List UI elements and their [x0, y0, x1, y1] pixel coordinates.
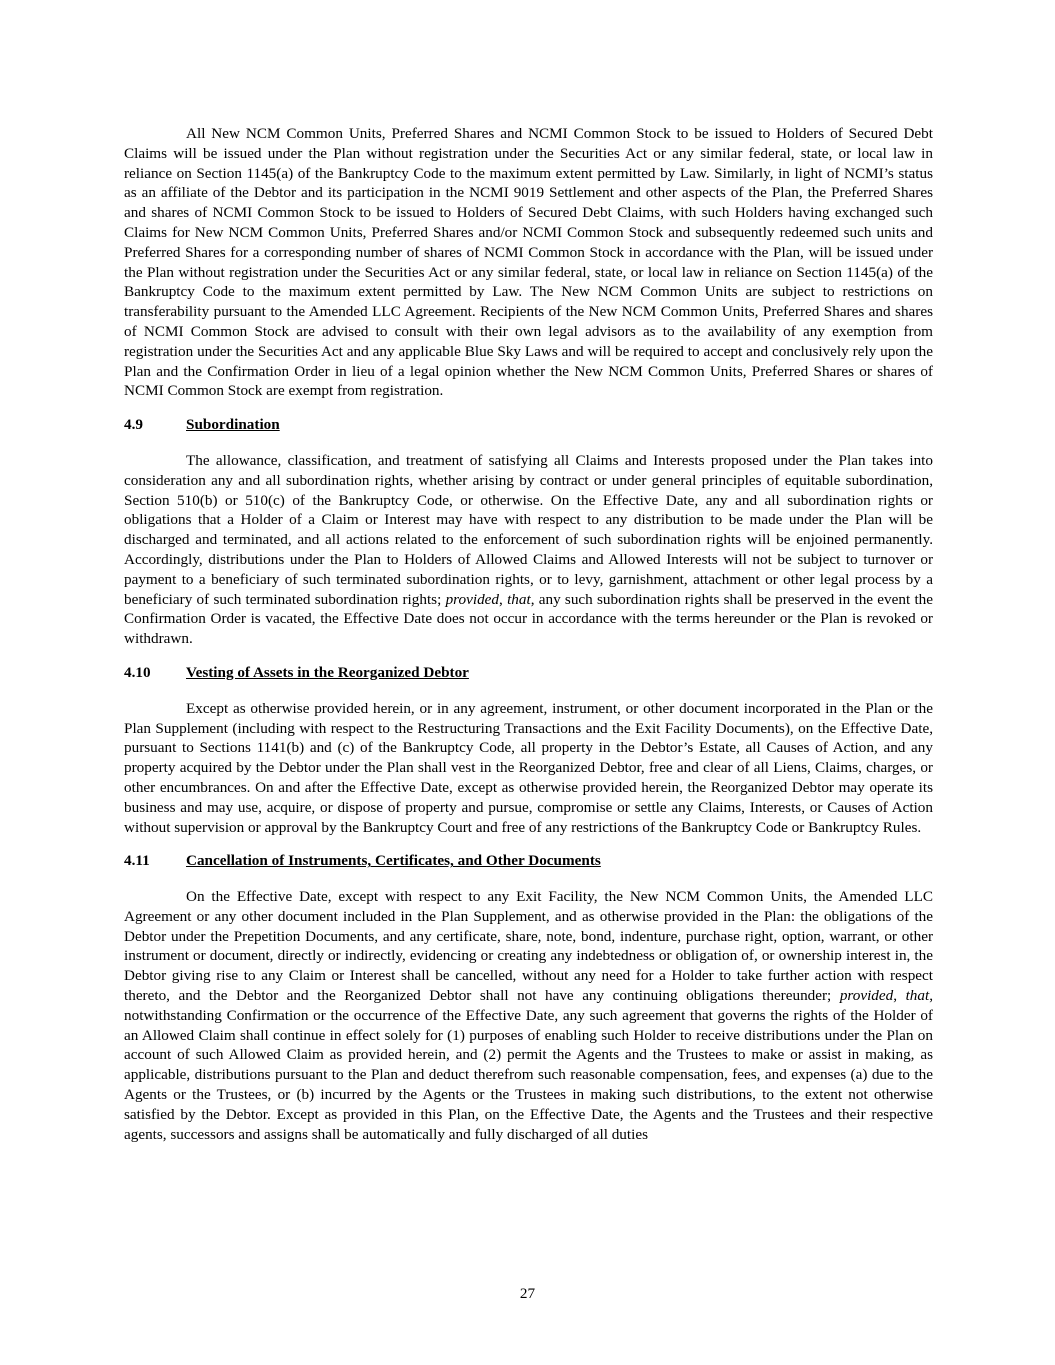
italic-that: that	[905, 987, 930, 1005]
section-heading-4-11	[124, 851, 933, 871]
paragraph-securities-exemption: All New NCM Common Units, Preferred Shares and NCMI Common Stock to be issued to Holders of Secured Debt Claims will be issued under the Plan without registration under the Securities Act or any similar federal, state, or local law in reliance on Section 1145(a) of the Bankruptcy Code to the maximum extent permitted by Law. Similarly, in light of NCMI’s status as an affiliate of the Debtor and its participation in the NCMI 9019 Settlement and other aspects of the Plan, the Preferred Shares and shares of NCMI Common Stock to be issued to Holders of Secured Debt Claims, with such Holders having exchanged such Claims for New NCM Common Units, Preferred Shares and/or NCMI Common Stock and subsequently redeemed such units and Preferred Shares for a corresponding number of shares of NCMI Common Stock in accordance with the Plan, will be issued under the Plan without registration under the Securities Act or any similar federal, state, or local law in reliance on Section 1145(a) of the Bankruptcy Code to the maximum extent permitted by Law. The New NCM Common Units are subject to restrictions on transferability pursuant to the Amended LLC Agreement. Recipients of the New NCM Common Units, Preferred Shares and shares of NCMI Common Stock are advised to consult with their own legal advisors as to the availability of any exemption from registration under the Securities Act and any applicable Blue Sky Laws and will be required to accept and conclusively rely upon the Plan and the Confirmation Order in lieu of a legal opinion whether the New NCM Common Units, Preferred Shares or shares of NCMI Common Stock are exempt from registration.	[124, 125, 933, 400]
italic-provided: provided	[445, 590, 500, 608]
italic-provided: provided	[839, 987, 894, 1005]
italic-that: that	[507, 590, 531, 608]
section-title: Subordination	[186, 416, 280, 434]
paragraph-vesting-of-assets: Except as otherwise provided herein, or in any agreement, instrument, or other document incorporated in the Plan or the Plan Supplement (including with respect to the Restructuring Transactions and the Exit Facility Documents), on the Effective Date, pursuant to Sections 1141(b) and (c) of the Bankruptcy Code, all property in the Debtor’s Estate, all Causes of Action, and any property acquired by the Debtor under the Plan shall vest in the Reorganized Debtor, free and clear of all Liens, Claims, charges, or other encumbrances. On and after the Effective Date, except as otherwise provided herein, the Reorganized Debtor may operate its business and may use, acquire, or dispose of property and pursue, compromise or settle any Claims, Interests, or Causes of Action without supervision or approval by the Bankruptcy Court and free of any restrictions of the Bankruptcy Code or Bankruptcy Rules.	[124, 699, 933, 836]
section-title: Cancellation of Instruments, Certificates, and Other Documents	[186, 852, 601, 870]
section-number: 4.9	[124, 416, 143, 434]
section-number: 4.11	[124, 852, 150, 870]
section-heading-4-10	[124, 663, 933, 683]
section-title: Vesting of Assets in the Reorganized Debtor	[186, 663, 469, 681]
section-heading-4-9	[124, 415, 933, 435]
page-number: 27	[519, 1285, 536, 1302]
paragraph-subordination: The allowance, classification, and treatment of satisfying all Claims and Interests proposed under the Plan takes into consideration any and all subordination rights, whether arising by contract or under general principles of equitable subordination, Section 510(b) or 510(c) of the Bankruptcy Code, or otherwise. On the Effective Date, any and all subordination rights or obligations that a Holder of a Claim or Interest may have with respect to any distribution to be made under the Plan will be discharged and terminated, and all actions related to the enforcement of such subordination rights will be enjoined permanently. Accordingly, distributions under the Plan to Holders of Allowed Claims and Allowed Interests will not be subject to turnover or payment to a beneficiary of such terminated subordination rights, or to levy, garnishment, attachment or other legal process by a beneficiary of such terminated subordination rights; provided, that, any such subordination rights shall be preserved in the event the Confirmation Order is vacated, the Effective Date does not occur in accordance with the terms hereunder or the Plan is revoked or withdrawn.	[124, 451, 933, 648]
paragraph-cancellation: On the Effective Date, except with respect to any Exit Facility, the New NCM Common Units, the Amended LLC Agreement or any other document included in the Plan Supplement, and as otherwise provided in the Plan: the obligations of the Debtor under the Prepetition Documents, and any certificate, share, note, bond, indenture, purchase right, option, warrant, or other instrument or document, directly or indirectly, evidencing or creating any indebtedness or obligation of, or ownership interest in, the Debtor giving rise to any Claim or Interest shall be cancelled, without any need for a Holder to take further action with respect thereto, and the Debtor and the Reorganized Debtor shall not have any continuing obligations thereunder; provided, that, notwithstanding Confirmation or the occurrence of the Effective Date, any such agreement that governs the rights of the Holder of an Allowed Claim shall continue in effect solely for (1) purposes of enabling such Holder to receive distributions under the Plan on account of such Allowed Claim as provided herein, and (2) permit the Agents and the Trustees to make or assist in making, as applicable, distributions pursuant to the Plan and deduct therefrom such reasonable compensation, fees, and expenses (a) due to the Agents or the Trustees, or (b) incurred by the Agents or the Trustees in making such distributions, to the extent not otherwise satisfied by the Debtor. Except as provided in this Plan, on the Effective Date, the Agents and the Trustees and their respective agents, successors and assigns shall be automatically and fully discharged of all duties	[124, 888, 934, 1143]
section-number: 4.10	[124, 663, 151, 681]
